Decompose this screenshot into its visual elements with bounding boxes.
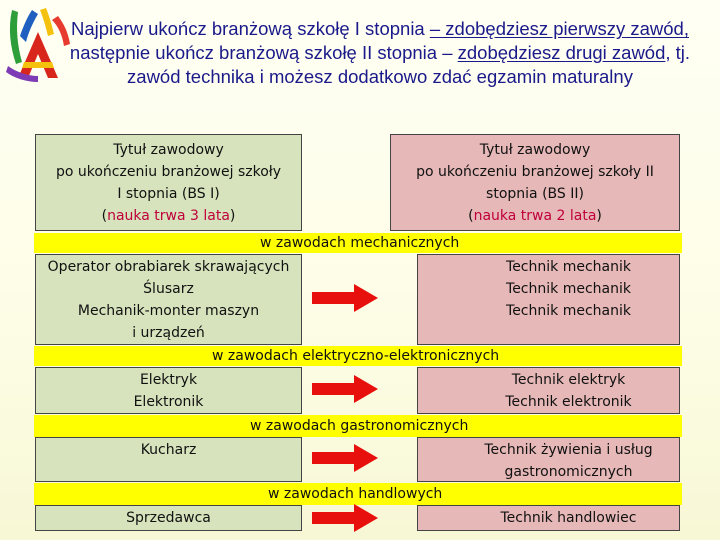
list-item: Kucharz bbox=[140, 442, 197, 458]
right-header-line-2: po ukończeniu branżowej szkoły II bbox=[416, 164, 654, 180]
arrow-right-icon bbox=[310, 374, 380, 404]
logo-icon bbox=[4, 6, 74, 84]
section-band-electrical bbox=[34, 346, 682, 366]
left-header-box bbox=[35, 134, 302, 231]
left-header-line-3: I stopnia (BS I) bbox=[117, 186, 220, 202]
right-header-duration: nauka trwa 2 lata bbox=[473, 208, 597, 224]
list-item: Technik handlowiec bbox=[500, 510, 637, 526]
list-item: Operator obrabiarek skrawających bbox=[47, 259, 290, 275]
left-header-duration-line: (nauka trwa 3 lata) bbox=[101, 208, 236, 224]
section-band-trade bbox=[34, 483, 682, 505]
section-label: w zawodach elektryczno-elektronicznych bbox=[212, 348, 500, 364]
list-item: Mechanik-monter maszyn bbox=[77, 303, 260, 319]
list-item: Elektronik bbox=[133, 394, 204, 410]
section-label: w zawodach mechanicznych bbox=[260, 235, 460, 251]
list-item: Technik elektryk bbox=[511, 372, 626, 388]
title-part-1: Najpierw ukończ branżową szkołę I stopnia bbox=[70, 18, 430, 39]
left-header-line-1: Tytuł zawodowy bbox=[113, 142, 224, 158]
list-item: i urządzeń bbox=[132, 325, 205, 341]
list-item: Elektryk bbox=[139, 372, 198, 388]
right-header-box bbox=[390, 134, 680, 231]
left-box-electrical bbox=[35, 367, 302, 414]
left-box-mechanical bbox=[35, 254, 302, 345]
left-box-gastronomic bbox=[35, 437, 302, 482]
right-header-duration-line: (nauka trwa 2 lata) bbox=[468, 208, 602, 224]
right-box-gastronomic bbox=[417, 437, 680, 482]
right-box-trade bbox=[417, 505, 680, 531]
page-title bbox=[66, 17, 694, 89]
right-box-electrical bbox=[417, 367, 680, 414]
right-header-line-3: stopnia (BS II) bbox=[486, 186, 584, 202]
list-item: Sprzedawca bbox=[126, 510, 211, 526]
list-item: Technik mechanik bbox=[506, 281, 631, 297]
arrow-right-icon bbox=[310, 443, 380, 473]
list-item: gastronomicznych bbox=[504, 464, 633, 480]
list-item: Technik elektronik bbox=[505, 394, 632, 410]
left-header-duration: nauka trwa 3 lata bbox=[107, 208, 230, 224]
title-part-3: następnie ukończ branżową szkołę II stopnia – bbox=[69, 42, 458, 63]
right-header-line-1: Tytuł zawodowy bbox=[479, 142, 591, 158]
section-label: w zawodach handlowych bbox=[268, 486, 443, 502]
list-item: Ślusarz bbox=[143, 281, 194, 297]
left-box-trade bbox=[35, 505, 302, 531]
list-item: Technik mechanik bbox=[506, 259, 631, 275]
title-part-4: zdobędziesz drugi zawód bbox=[457, 42, 666, 63]
list-item: Technik żywienia i usług bbox=[484, 442, 653, 458]
arrow-right-icon bbox=[310, 503, 380, 533]
left-header-line-2: po ukończeniu branżowej szkoły bbox=[55, 164, 282, 180]
section-band-mechanical bbox=[34, 233, 682, 253]
title-part-2: – zdobędziesz pierwszy zawód, bbox=[429, 18, 689, 39]
arrow-right-icon bbox=[310, 283, 380, 313]
title-part-5: , tj. zawód technika i możesz dodatkowo zdać egzamin maturalny bbox=[127, 42, 691, 87]
list-item: Technik mechanik bbox=[506, 303, 631, 319]
section-band-gastronomic bbox=[34, 415, 682, 437]
section-label: w zawodach gastronomicznych bbox=[250, 418, 469, 434]
right-box-mechanical bbox=[417, 254, 680, 345]
